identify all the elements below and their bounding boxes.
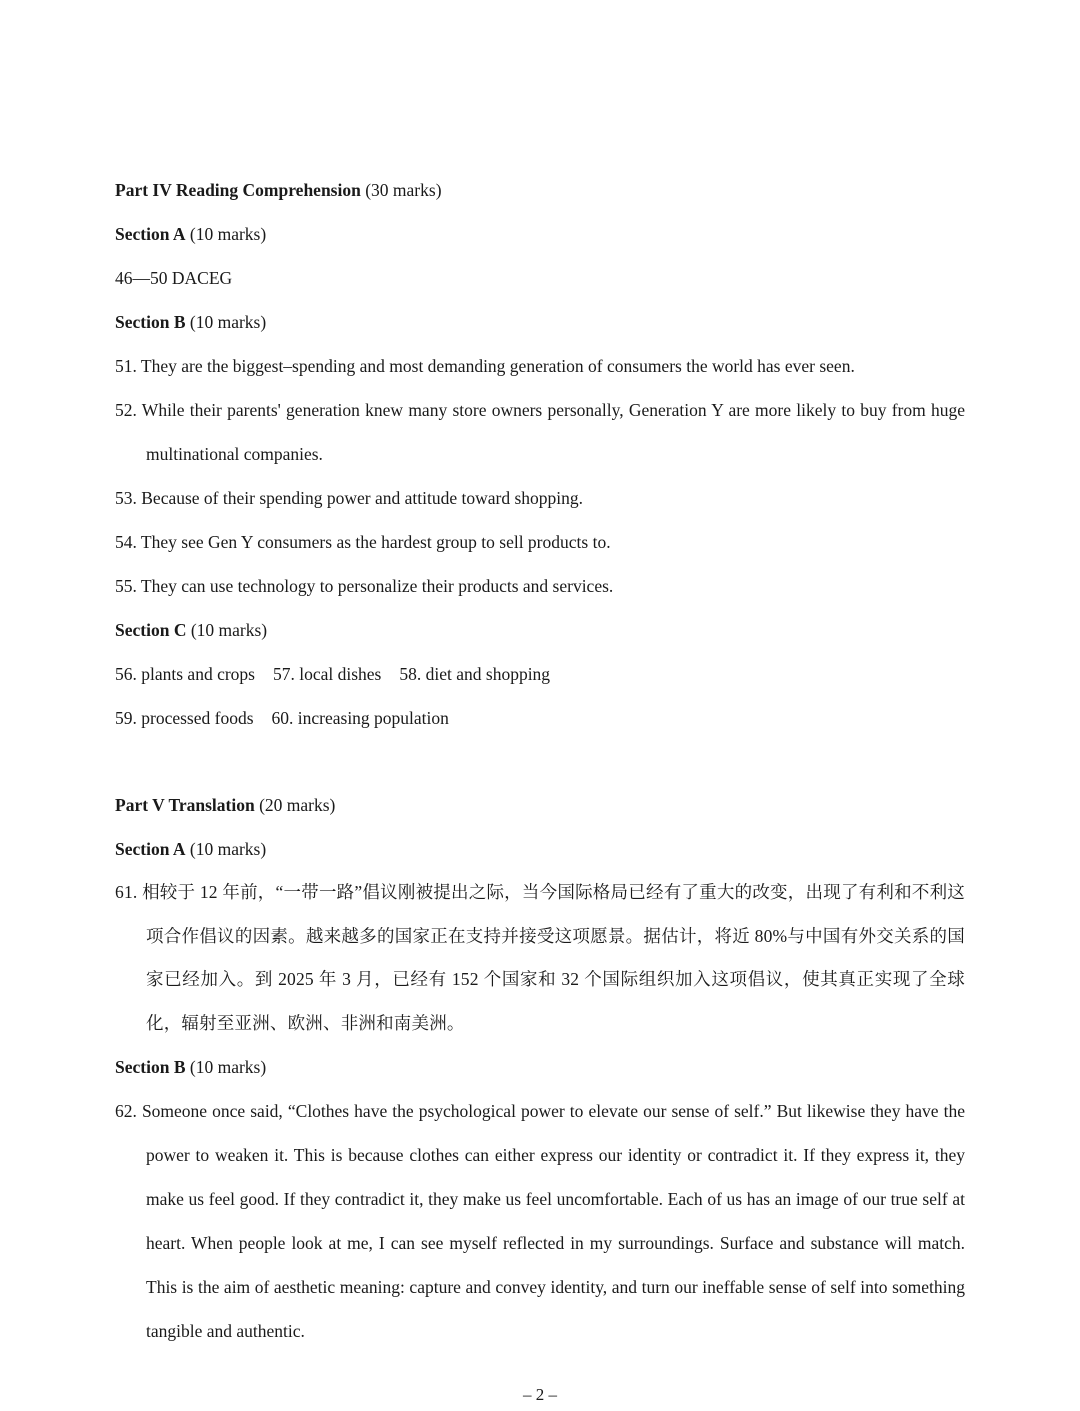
answer-item-54: 54. They see Gen Y consumers as the hardest group to sell products to. (115, 532, 611, 552)
section-c-answers-row-2 (115, 696, 965, 740)
section-title: Section B (115, 1057, 186, 1077)
answer-56: 56. plants and crops (115, 664, 255, 684)
section-marks: (10 marks) (189, 839, 267, 859)
part-4-marks: (30 marks) (365, 180, 442, 200)
document-body (115, 168, 965, 1353)
part-5-section-b-heading (115, 1045, 965, 1089)
part-5-marks: (20 marks) (259, 795, 336, 815)
part-5-title: Part V Translation (115, 795, 255, 815)
section-title: Section A (115, 224, 186, 244)
answer-57: 57. local dishes (272, 664, 382, 684)
answer-60: 60. increasing population (271, 708, 449, 728)
section-title: Section B (115, 312, 186, 332)
part-4-section-b-heading (115, 300, 965, 344)
section-title: Section A (115, 839, 186, 859)
translation-61: 61. 相较于 12 年前，“一带一路”倡议刚被提出之际，当今国际格局已经有了重大的改变，出现了有利和不利这项合作倡议的因素。越来越多的国家正在支持并接受这项愿景。据估计，将近 80%与中国有外交关系的国家已经加入。到 2025 年 3 月，已经有 152 个国家和 32 个国际组织加入这项倡议，使其真正实现了全球化，辐射至亚洲、欧洲、非洲和南美洲。 (115, 882, 965, 1033)
part-4-title: Part IV Reading Comprehension (115, 180, 361, 200)
section-c-answers-row-1 (115, 652, 965, 696)
section-title: Section C (115, 620, 187, 640)
part-4-section-a-heading (115, 212, 965, 256)
section-marks: (10 marks) (189, 312, 267, 332)
translation-62: 62. Someone once said, “Clothes have the psychological power to elevate our sense of self.” But likewise they have the power to weaken it. This is because clothes can either express our identity or contradict it. If they express it, they make us feel good. If they contradict it, they make us feel uncomfortable. Each of us has an image of our true self at heart. When people look at me, I can see myself reflected in my surroundings. Surface and substance will match. This is the aim of aesthetic meaning: capture and convey identity, and turn our ineffable sense of self into something tangible and authentic. (115, 1101, 965, 1341)
section-marks: (10 marks) (190, 620, 268, 640)
answer-item-51: 51. They are the biggest–spending and most demanding generation of consumers the world has ever seen. (115, 356, 855, 376)
answer-item-53: 53. Because of their spending power and attitude toward shopping. (115, 488, 584, 508)
section-marks: (10 marks) (189, 224, 267, 244)
part-4-heading (115, 168, 965, 212)
section-a-answers: 46—50 DACEG (115, 268, 233, 288)
part-4-section-c-heading (115, 608, 965, 652)
answer-item-55: 55. They can use technology to personalize their products and services. (115, 576, 614, 596)
answer-item-52: 52. While their parents' generation knew many store owners personally, Generation Y are more likely to buy from huge multinational companies. (115, 400, 965, 464)
part-5-section-a-heading (115, 827, 965, 871)
section-marks: (10 marks) (189, 1057, 267, 1077)
part-5-heading (115, 783, 965, 827)
answer-59: 59. processed foods (115, 708, 254, 728)
answer-58: 58. diet and shopping (399, 664, 551, 684)
page-number: – 2 – (523, 1385, 557, 1404)
